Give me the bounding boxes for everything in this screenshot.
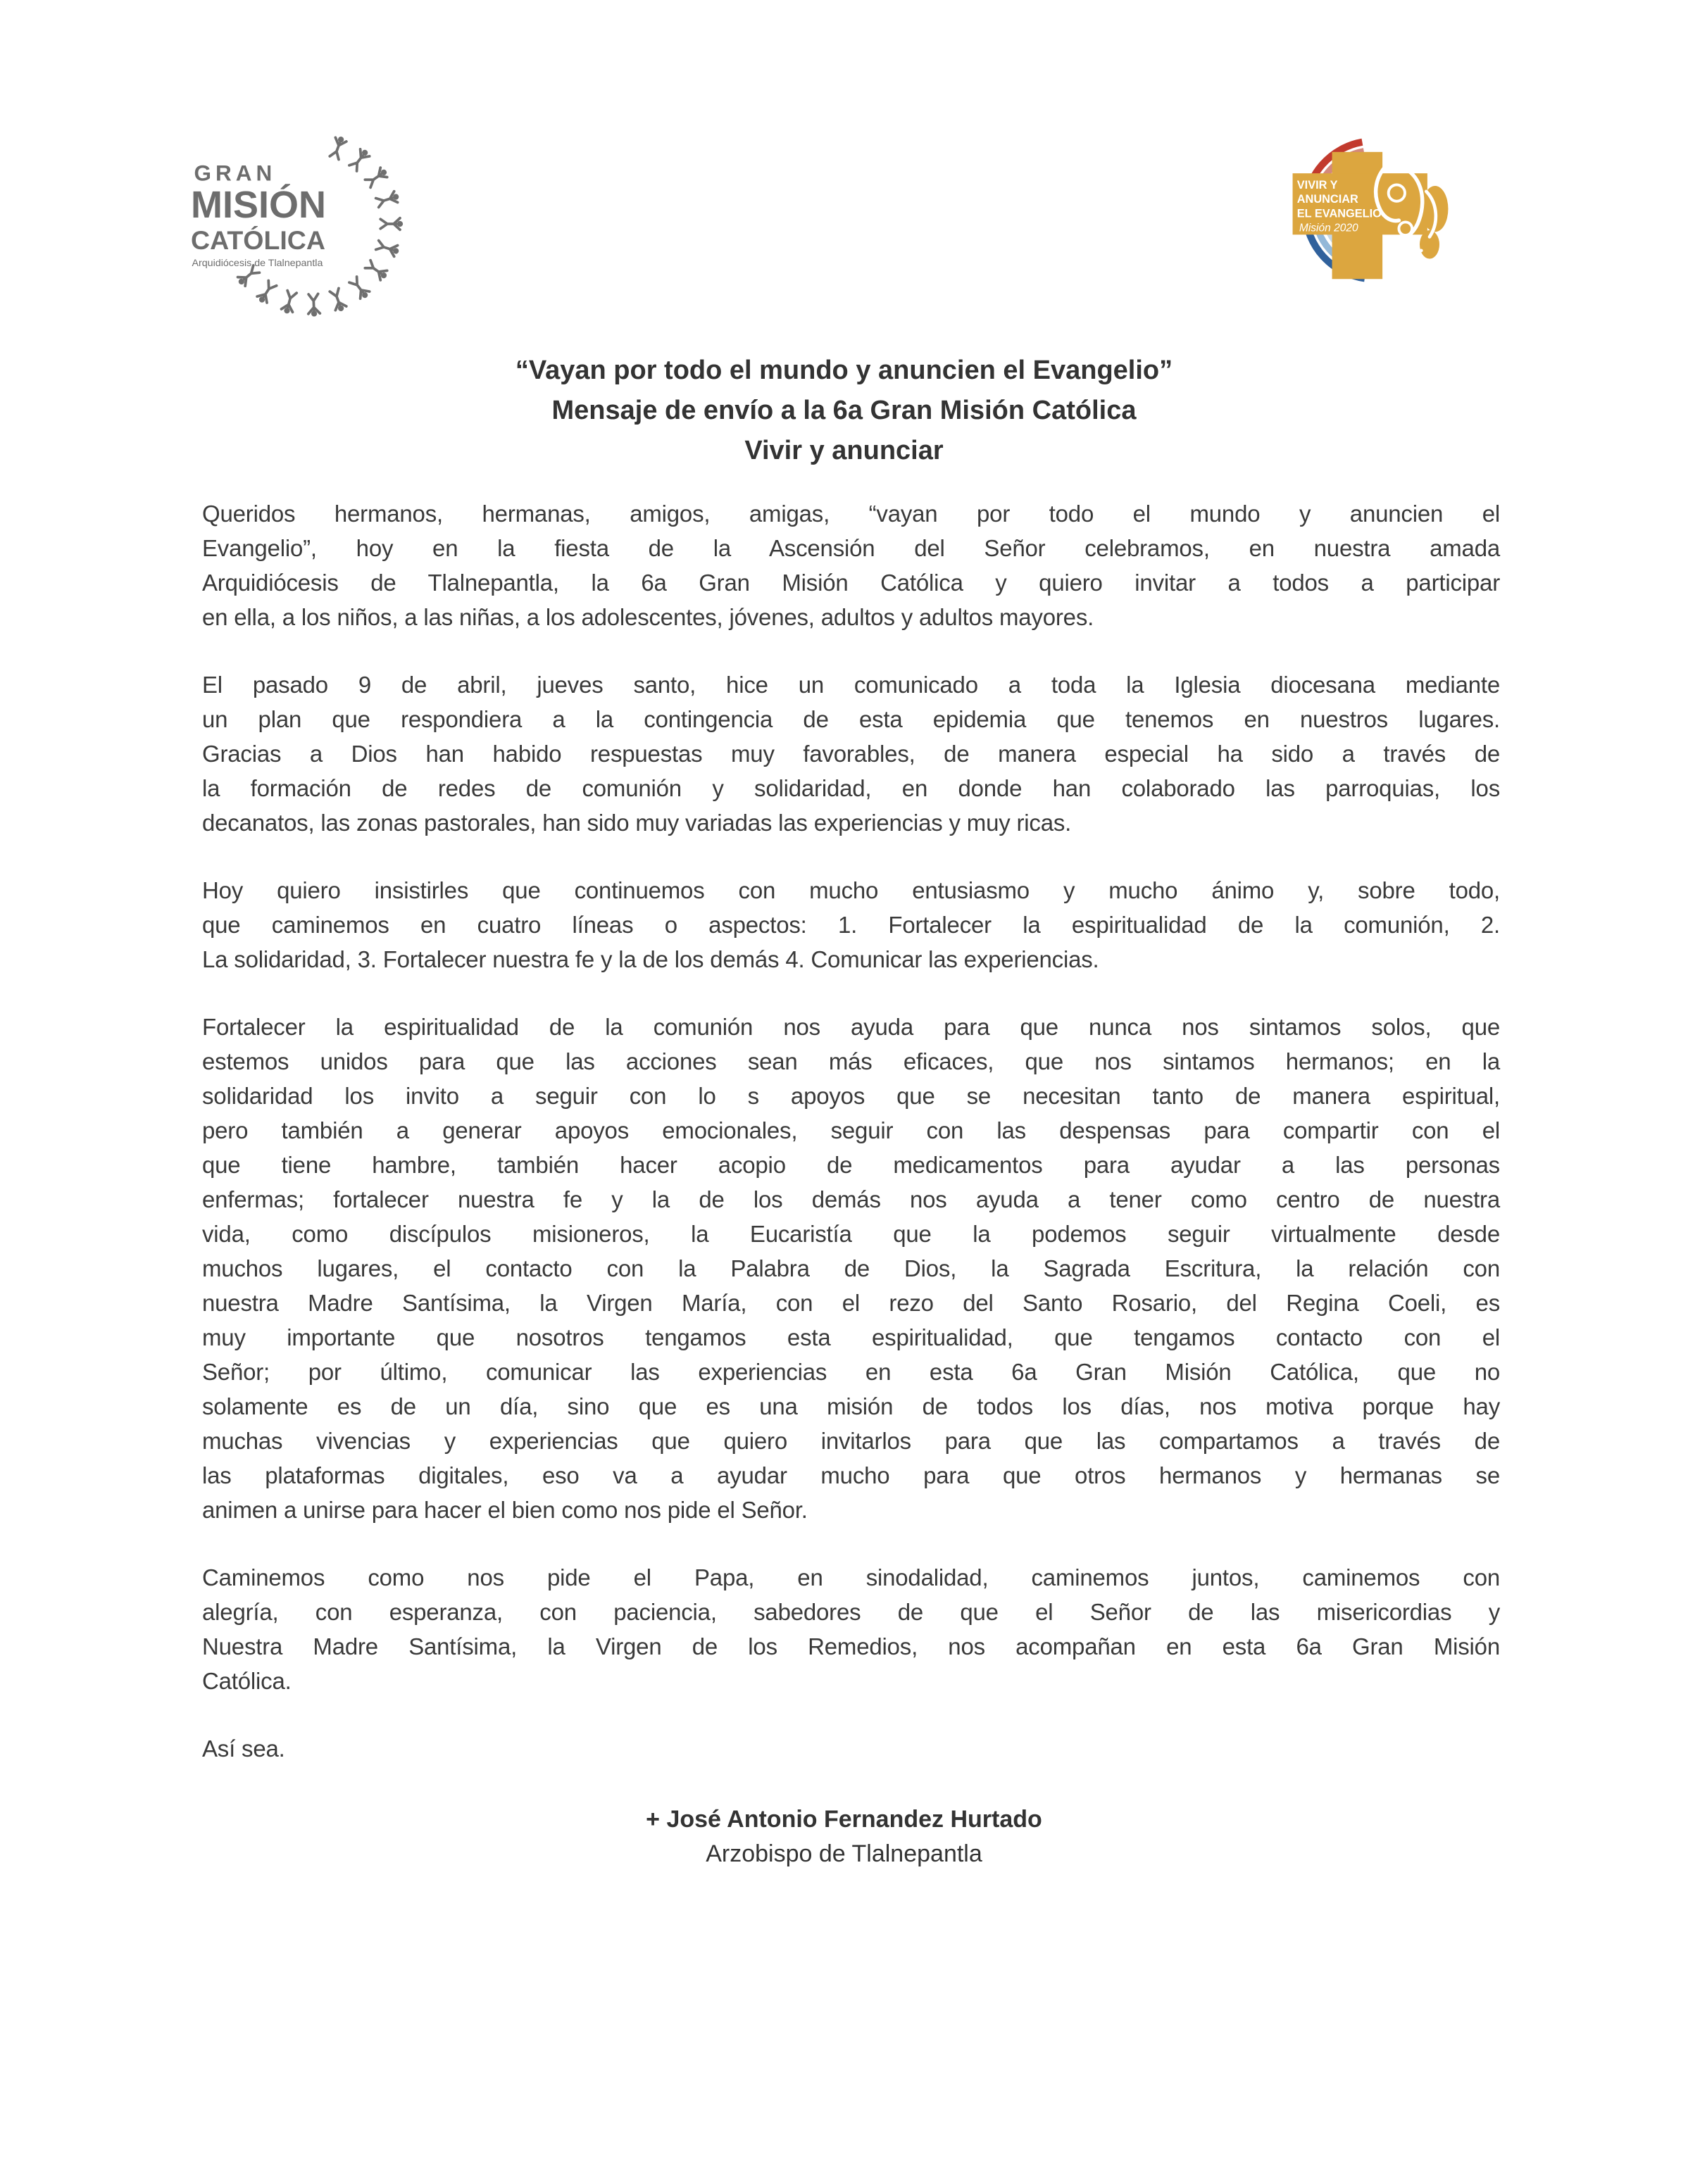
letter-body [202,496,1500,1799]
paragraph-spirituality [202,1010,1500,1527]
text-line: Señor; por último, comunicar las experiencias en esta 6a Gran Misión Católica, que no [202,1359,1500,1385]
paragraph-four-lines [202,873,1500,977]
signature-title: Arzobispo de Tlalnepantla [706,1840,982,1867]
gran-mision-catolica-logo [178,118,411,333]
text-line: solamente es de un día, sino que es una misión de todos los días, nos motiva porque hay [202,1393,1500,1419]
paragraph-april-plan [202,667,1500,840]
text-line: Hoy quiero insistirles que continuemos con mucho entusiasmo y mucho ánimo y, sobre todo, [202,877,1500,903]
text-line: El pasado 9 de abril, jueves santo, hice un comunicado a toda la Iglesia diocesana mediante [202,672,1500,698]
logo-subtitle-mision-2020: Misión 2020 [1299,222,1358,234]
text-line: vida, como discípulos misioneros, la Eucaristía que la podemos seguir virtualmente desde [202,1221,1500,1247]
text-line: Queridos hermanos, hermanas, amigos, amigas, “vayan por todo el mundo y anuncien el [202,501,1500,527]
text-line: muy importante que nosotros tengamos esta espiritualidad, que tengamos contacto con el [202,1324,1500,1350]
logo-word-catolica: CATÓLICA [191,225,325,255]
logo-word-mision: MISIÓN [191,184,327,226]
text-line: muchas vivencias y experiencias que quiero invitarlos para que las compartamos a través de [202,1428,1500,1454]
people-circle-icon [178,118,411,330]
text-line: Evangelio”, hoy en la fiesta de la Ascensión del Señor celebramos, en nuestra amada [202,535,1500,561]
signature-name: + José Antonio Fernandez Hurtado [646,1806,1042,1833]
mision-2020-logo [1262,127,1459,306]
text-line: muchos lugares, el contacto con la Palabra de Dios, la Sagrada Escritura, la relación con [202,1255,1500,1281]
text-line: un plan que respondiera a la contingencia de esta epidemia que tenemos en nuestros lugares. [202,706,1500,732]
text-line: decanatos, las zonas pastorales, han sido muy variadas las experiencias y muy ricas. [202,810,1072,836]
title-quote-line: “Vayan por todo el mundo y anuncien el Evangelio” [515,356,1173,385]
text-line: Gracias a Dios han habido respuestas muy favorables, de manera especial ha sido a través de [202,741,1500,767]
logo-word-el-evangelio: EL EVANGELIO [1296,207,1382,220]
text-line: nuestra Madre Santísima, la Virgen María, con el rezo del Santo Rosario, del Regina Coeli, es [202,1290,1500,1316]
text-line: en ella, a los niños, a las niñas, a los adolescentes, jóvenes, adultos y adultos mayores. [202,604,1094,630]
text-line: las plataformas digitales, eso va a ayudar mucho para que otros hermanos y hermanas se [202,1462,1500,1488]
text-line: la formación de redes de comunión y solidaridad, en donde han colaborado las parroquias, los [202,775,1500,801]
logo-word-anunciar: ANUNCIAR [1296,193,1358,206]
text-line: solidaridad los invito a seguir con lo s apoyos que se necesitan tanto de manera espiritual, [202,1083,1500,1109]
cross-virgin-icon [1262,127,1459,302]
text-line: Nuestra Madre Santísima, la Virgen de los Remedios, nos acompañan en esta 6a Gran Misión [202,1633,1500,1659]
signature-block [0,1802,1688,1871]
paragraph-caminemos [202,1560,1500,1698]
text-line: Caminemos como nos pide el Papa, en sinodalidad, caminemos juntos, caminemos con [202,1564,1500,1590]
title-subject-line: Mensaje de envío a la 6a Gran Misión Católica [551,396,1137,425]
text-line: Así sea. [202,1736,285,1762]
text-line: que caminemos en cuatro líneas o aspectos: 1. Fortalecer la espiritualidad de la comunión, 2. [202,912,1500,938]
text-line: Católica. [202,1668,292,1694]
text-line: estemos unidos para que las acciones sean más eficaces, que nos sintamos hermanos; en la [202,1048,1500,1074]
text-line: Arquidiócesis de Tlalnepantla, la 6a Gran Misión Católica y quiero invitar a todos a participar [202,570,1500,596]
logo-word-gran: GRAN [194,160,277,186]
title-theme-line: Vivir y anunciar [744,436,944,465]
text-line: que tiene hambre, también hacer acopio de medicamentos para ayudar a las personas [202,1152,1500,1178]
text-line: pero también a generar apoyos emocionales, seguir con las despensas para compartir con el [202,1117,1500,1143]
text-line: enfermas; fortalecer nuestra fe y la de los demás nos ayuda a tener como centro de nuestra [202,1186,1500,1212]
paragraph-greeting [202,496,1500,634]
letter-title [0,351,1688,471]
logo-word-vivir-y: VIVIR Y [1296,178,1338,192]
text-line: Fortalecer la espiritualidad de la comunión nos ayuda para que nunca nos sintamos solos, que [202,1014,1500,1040]
text-line: alegría, con esperanza, con paciencia, sabedores de que el Señor de las misericordias y [202,1599,1500,1625]
paragraph-asi-sea [202,1731,1500,1766]
logo-subtitle-arquidiocesis: Arquidiócesis de Tlalnepantla [192,258,323,269]
text-line: La solidaridad, 3. Fortalecer nuestra fe y la de los demás 4. Comunicar las experiencias. [202,946,1099,972]
text-line: animen a unirse para hacer el bien como nos pide el Señor. [202,1497,808,1523]
